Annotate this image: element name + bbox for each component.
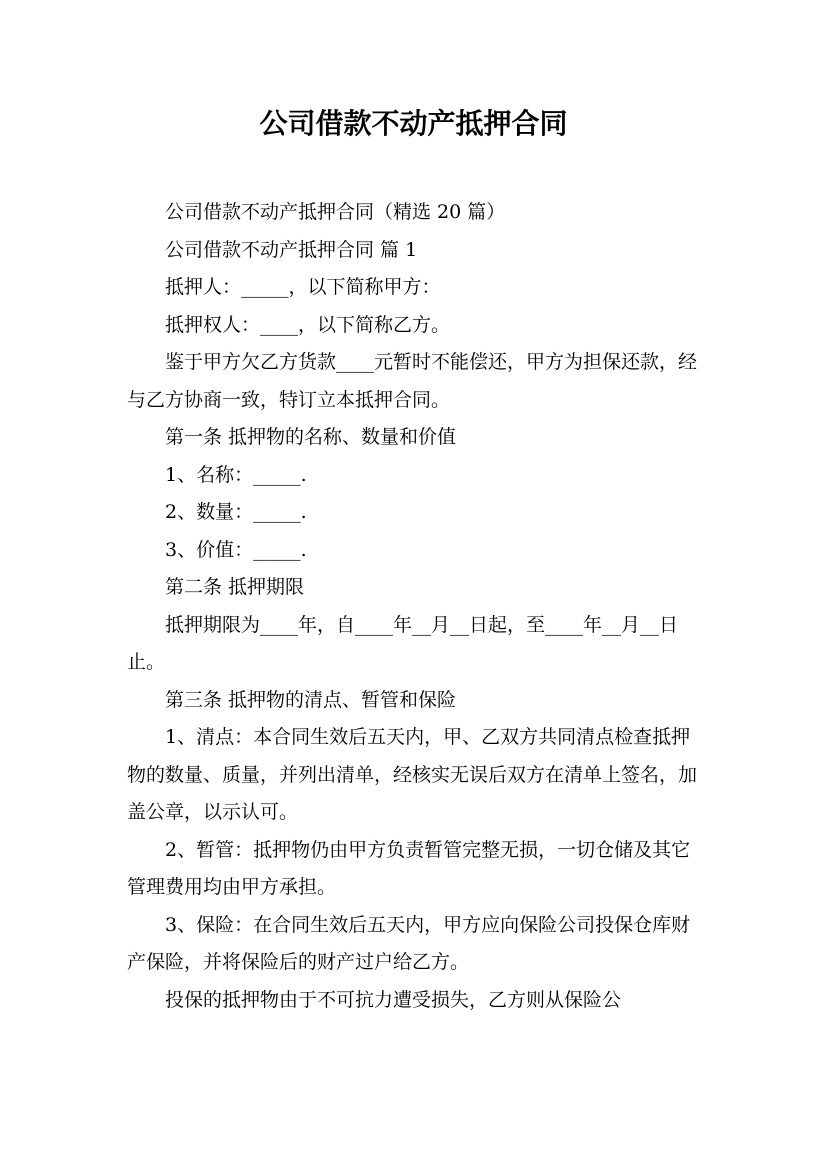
paragraph-article-3: 第三条 抵押物的清点、暂管和保险 — [165, 688, 457, 711]
paragraph-mortgagor: 抵押人：_____，以下简称甲方： — [165, 276, 441, 298]
paragraph-article-2: 第二条 抵押期限 — [165, 576, 305, 598]
paragraph-collection-title: 公司借款不动产抵押合同（精选 20 篇） — [165, 201, 506, 223]
paragraph-term: 抵押期限为____年，自____年__月__日起，至____年__月__日止。 — [127, 613, 679, 673]
paragraph-item-value: 3、价值：_____. — [165, 538, 307, 561]
paragraph-section-heading: 公司借款不动产抵押合同 篇 1 — [165, 238, 418, 261]
paragraph-article-1: 第一条 抵押物的名称、数量和价值 — [165, 426, 457, 448]
paragraph-item-quantity: 2、数量：_____. — [165, 501, 307, 523]
document-title: 公司借款不动产抵押合同 — [259, 107, 568, 140]
paragraph-force-majeure: 投保的抵押物由于不可抗力遭受损失，乙方则从保险公 — [165, 988, 622, 1011]
paragraph-inventory: 1、清点：本合同生效后五天内，甲、乙双方共同清点检查抵押物的数量、质量，并列出清单，经核实无误后双方在清单上签名，加盖公章，以示认可。 — [127, 726, 698, 823]
paragraph-mortgagee: 抵押权人：____，以下简称乙方。 — [165, 313, 451, 336]
paragraph-insurance: 3、保险：在合同生效后五天内，甲方应向保险公司投保仓库财产保险，并将保险后的财产过户给乙方。 — [127, 913, 691, 973]
document-body — [127, 194, 707, 1019]
paragraph-custody: 2、暂管：抵押物仍由甲方负责暂管完整无损，一切仓储及其它管理费用均由甲方承担。 — [127, 838, 691, 898]
paragraph-item-name: 1、名称：_____. — [165, 463, 307, 486]
paragraph-preamble: 鉴于甲方欠乙方货款____元暂时不能偿还，甲方为担保还款，经与乙方协商一致，特订立本抵押合同。 — [127, 351, 698, 411]
